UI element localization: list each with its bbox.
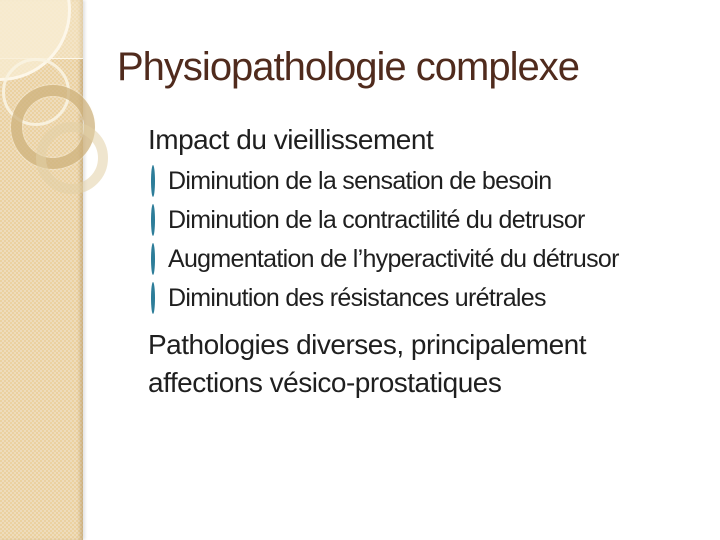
sidebar-decoration	[0, 0, 83, 540]
bullet-text: Diminution des résistances urétrales	[168, 284, 546, 312]
bullet-ring-icon	[118, 240, 168, 279]
ring-glyph-icon	[151, 204, 155, 236]
bullet-dot-icon	[118, 326, 148, 364]
ring-glyph-icon	[151, 243, 155, 275]
bullet-text: Diminution de la sensation de besoin	[168, 167, 552, 195]
sub-bullet-item	[118, 240, 688, 279]
bullet-list	[118, 118, 688, 402]
bullet-item	[118, 326, 688, 402]
bullet-dot-icon	[118, 118, 148, 162]
bullet-item	[118, 118, 688, 162]
bullet-text: Augmentation de l’hyperactivité du détrusor	[168, 245, 619, 273]
bullet-text: Pathologies diverses, principalement affections vésico-prostatiques	[148, 329, 587, 398]
bullet-ring-icon	[118, 279, 168, 318]
sub-bullet-item	[118, 201, 688, 240]
sub-bullet-item	[118, 162, 688, 201]
bullet-text: Diminution de la contractilité du detrusor	[168, 206, 585, 234]
ring-glyph-icon	[151, 165, 155, 197]
circle-ornament-icon	[0, 0, 71, 81]
bullet-ring-icon	[118, 201, 168, 240]
ring-glyph-icon	[151, 282, 155, 314]
slide-title: Physiopathologie complexe	[117, 45, 579, 89]
sub-bullet-item	[118, 279, 688, 318]
bullet-text: Impact du vieillissement	[148, 124, 434, 155]
bullet-ring-icon	[118, 162, 168, 201]
